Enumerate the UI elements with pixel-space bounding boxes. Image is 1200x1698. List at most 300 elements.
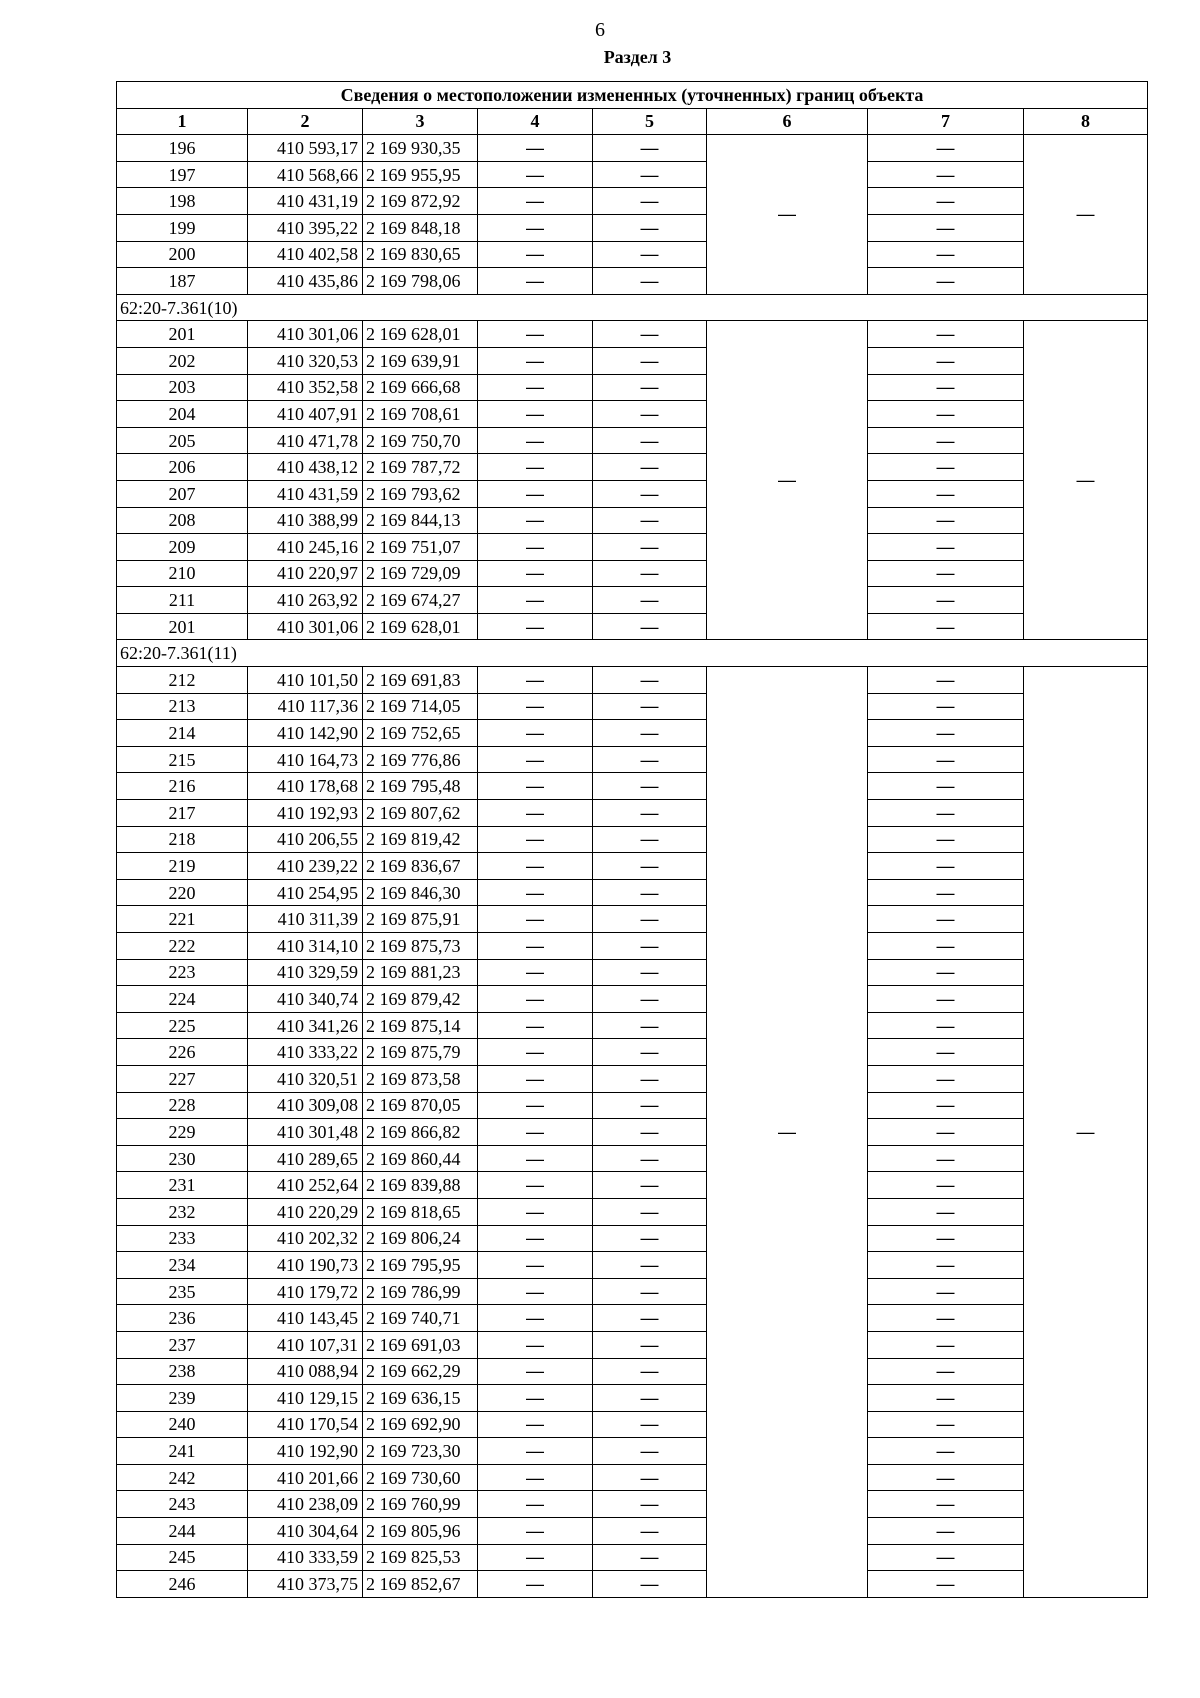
table-row — [117, 906, 1148, 933]
y-coordinate-cell: 2 169 776,86 — [363, 746, 478, 773]
x-coordinate-cell: 410 388,99 — [248, 507, 363, 534]
y-coordinate-cell: 2 169 692,90 — [363, 1411, 478, 1438]
y-coordinate-cell: 2 169 787,72 — [363, 454, 478, 481]
x-coordinate-cell: 410 435,86 — [248, 268, 363, 295]
column-5-cell: — — [593, 1491, 707, 1518]
x-coordinate-cell: 410 107,31 — [248, 1331, 363, 1358]
point-number-cell: 215 — [117, 746, 248, 773]
column-4-cell: — — [478, 1039, 593, 1066]
column-4-cell: — — [478, 1464, 593, 1491]
column-4-cell: — — [478, 1252, 593, 1279]
table-row — [117, 1358, 1148, 1385]
point-number-cell: 244 — [117, 1518, 248, 1545]
y-coordinate-cell: 2 169 628,01 — [363, 613, 478, 640]
column-5-cell: — — [593, 613, 707, 640]
column-5-cell: — — [593, 241, 707, 268]
point-number-cell: 226 — [117, 1039, 248, 1066]
x-coordinate-cell: 410 568,66 — [248, 161, 363, 188]
y-coordinate-cell: 2 169 666,68 — [363, 374, 478, 401]
y-coordinate-cell: 2 169 662,29 — [363, 1358, 478, 1385]
point-number-cell: 239 — [117, 1385, 248, 1412]
point-number-cell: 231 — [117, 1172, 248, 1199]
point-number-cell: 201 — [117, 321, 248, 348]
y-coordinate-cell: 2 169 875,73 — [363, 933, 478, 960]
y-coordinate-cell: 2 169 873,58 — [363, 1065, 478, 1092]
table-row — [117, 1464, 1148, 1491]
column-4-cell: — — [478, 214, 593, 241]
column-6-merged-cell: — — [707, 321, 868, 640]
x-coordinate-cell: 410 304,64 — [248, 1518, 363, 1545]
point-number-cell: 199 — [117, 214, 248, 241]
column-5-cell: — — [593, 879, 707, 906]
column-4-cell: — — [478, 1225, 593, 1252]
y-coordinate-cell: 2 169 760,99 — [363, 1491, 478, 1518]
y-coordinate-cell: 2 169 852,67 — [363, 1571, 478, 1598]
table-row — [117, 1305, 1148, 1332]
table-row — [117, 1571, 1148, 1598]
x-coordinate-cell: 410 329,59 — [248, 959, 363, 986]
y-coordinate-cell: 2 169 639,91 — [363, 347, 478, 374]
column-4-cell: — — [478, 347, 593, 374]
y-coordinate-cell: 2 169 691,83 — [363, 667, 478, 694]
table-row — [117, 1145, 1148, 1172]
column-7-cell: — — [868, 1464, 1024, 1491]
point-number-cell: 237 — [117, 1331, 248, 1358]
point-number-cell: 213 — [117, 693, 248, 720]
column-4-cell: — — [478, 374, 593, 401]
y-coordinate-cell: 2 169 839,88 — [363, 1172, 478, 1199]
point-number-cell: 197 — [117, 161, 248, 188]
column-4-cell: — — [478, 241, 593, 268]
y-coordinate-cell: 2 169 879,42 — [363, 986, 478, 1013]
column-4-cell: — — [478, 188, 593, 215]
point-number-cell: 223 — [117, 959, 248, 986]
x-coordinate-cell: 410 170,54 — [248, 1411, 363, 1438]
point-number-cell: 225 — [117, 1012, 248, 1039]
column-7-cell: — — [868, 1278, 1024, 1305]
column-4-cell: — — [478, 1385, 593, 1412]
table-row — [117, 1385, 1148, 1412]
y-coordinate-cell: 2 169 750,70 — [363, 427, 478, 454]
column-5-cell: — — [593, 1544, 707, 1571]
y-coordinate-cell: 2 169 786,99 — [363, 1278, 478, 1305]
column-7-cell: — — [868, 241, 1024, 268]
y-coordinate-cell: 2 169 830,65 — [363, 241, 478, 268]
x-coordinate-cell: 410 263,92 — [248, 587, 363, 614]
column-4-cell: — — [478, 1491, 593, 1518]
column-7-cell: — — [868, 587, 1024, 614]
x-coordinate-cell: 410 178,68 — [248, 773, 363, 800]
y-coordinate-cell: 2 169 691,03 — [363, 1331, 478, 1358]
column-number-row — [117, 108, 1148, 135]
column-4-cell: — — [478, 720, 593, 747]
y-coordinate-cell: 2 169 846,30 — [363, 879, 478, 906]
column-4-cell: — — [478, 1278, 593, 1305]
x-coordinate-cell: 410 220,29 — [248, 1198, 363, 1225]
column-6-merged-cell: — — [707, 667, 868, 1598]
column-5-cell: — — [593, 161, 707, 188]
column-7-cell: — — [868, 1331, 1024, 1358]
column-4-cell: — — [478, 480, 593, 507]
column-7-cell: — — [868, 1145, 1024, 1172]
column-5-cell: — — [593, 188, 707, 215]
y-coordinate-cell: 2 169 818,65 — [363, 1198, 478, 1225]
column-8-merged-cell: — — [1024, 667, 1148, 1598]
column-4-cell: — — [478, 1571, 593, 1598]
table-caption: Сведения о местоположении измененных (уточненных) границ объекта — [117, 82, 1148, 109]
table-row — [117, 321, 1148, 348]
table-row — [117, 613, 1148, 640]
column-4-cell: — — [478, 507, 593, 534]
column-4-cell: — — [478, 454, 593, 481]
x-coordinate-cell: 410 340,74 — [248, 986, 363, 1013]
y-coordinate-cell: 2 169 751,07 — [363, 534, 478, 561]
table-row — [117, 1012, 1148, 1039]
column-5-cell: — — [593, 1571, 707, 1598]
column-4-cell: — — [478, 560, 593, 587]
column-7-cell: — — [868, 1491, 1024, 1518]
point-number-cell: 211 — [117, 587, 248, 614]
table-row — [117, 427, 1148, 454]
y-coordinate-cell: 2 169 844,13 — [363, 507, 478, 534]
column-7-cell: — — [868, 321, 1024, 348]
point-number-cell: 228 — [117, 1092, 248, 1119]
column-7-cell: — — [868, 560, 1024, 587]
table-row — [117, 1172, 1148, 1199]
column-5-cell: — — [593, 1331, 707, 1358]
column-4-cell: — — [478, 1438, 593, 1465]
table-row — [117, 1438, 1148, 1465]
point-number-cell: 212 — [117, 667, 248, 694]
contour-group-row — [117, 294, 1148, 321]
table-row — [117, 1119, 1148, 1146]
point-number-cell: 205 — [117, 427, 248, 454]
y-coordinate-cell: 2 169 729,09 — [363, 560, 478, 587]
column-4-cell: — — [478, 1012, 593, 1039]
column-5-cell: — — [593, 1012, 707, 1039]
y-coordinate-cell: 2 169 875,91 — [363, 906, 478, 933]
table-row — [117, 1411, 1148, 1438]
point-number-cell: 236 — [117, 1305, 248, 1332]
point-number-cell: 214 — [117, 720, 248, 747]
point-number-cell: 222 — [117, 933, 248, 960]
column-5-cell: — — [593, 1119, 707, 1146]
point-number-cell: 207 — [117, 480, 248, 507]
x-coordinate-cell: 410 309,08 — [248, 1092, 363, 1119]
column-7-cell: — — [868, 959, 1024, 986]
column-7-cell: — — [868, 667, 1024, 694]
column-5-cell: — — [593, 1092, 707, 1119]
column-4-cell: — — [478, 427, 593, 454]
table-row — [117, 693, 1148, 720]
column-5-cell: — — [593, 826, 707, 853]
column-4-cell: — — [478, 1518, 593, 1545]
column-4-cell: — — [478, 746, 593, 773]
y-coordinate-cell: 2 169 930,35 — [363, 135, 478, 162]
y-coordinate-cell: 2 169 848,18 — [363, 214, 478, 241]
column-7-cell: — — [868, 188, 1024, 215]
column-7-cell: — — [868, 933, 1024, 960]
column-4-cell: — — [478, 161, 593, 188]
x-coordinate-cell: 410 220,97 — [248, 560, 363, 587]
point-number-cell: 245 — [117, 1544, 248, 1571]
column-7-cell: — — [868, 1092, 1024, 1119]
table-row — [117, 853, 1148, 880]
column-7-cell: — — [868, 1518, 1024, 1545]
y-coordinate-cell: 2 169 723,30 — [363, 1438, 478, 1465]
column-4-cell: — — [478, 1145, 593, 1172]
column-header: 3 — [363, 108, 478, 135]
column-5-cell: — — [593, 480, 707, 507]
column-4-cell: — — [478, 773, 593, 800]
column-7-cell: — — [868, 214, 1024, 241]
y-coordinate-cell: 2 169 807,62 — [363, 800, 478, 827]
boundary-coordinates-table — [116, 81, 1148, 1598]
contour-label: 62:20-7.361(11) — [117, 640, 1148, 667]
column-4-cell: — — [478, 321, 593, 348]
column-5-cell: — — [593, 454, 707, 481]
point-number-cell: 210 — [117, 560, 248, 587]
column-5-cell: — — [593, 1278, 707, 1305]
x-coordinate-cell: 410 341,26 — [248, 1012, 363, 1039]
column-7-cell: — — [868, 454, 1024, 481]
column-7-cell: — — [868, 1358, 1024, 1385]
table-row — [117, 161, 1148, 188]
column-5-cell: — — [593, 906, 707, 933]
x-coordinate-cell: 410 333,22 — [248, 1039, 363, 1066]
page-number: 6 — [595, 19, 605, 41]
point-number-cell: 234 — [117, 1252, 248, 1279]
column-5-cell: — — [593, 773, 707, 800]
column-5-cell: — — [593, 507, 707, 534]
column-7-cell: — — [868, 1012, 1024, 1039]
column-7-cell: — — [868, 693, 1024, 720]
column-5-cell: — — [593, 1039, 707, 1066]
x-coordinate-cell: 410 593,17 — [248, 135, 363, 162]
x-coordinate-cell: 410 238,09 — [248, 1491, 363, 1518]
y-coordinate-cell: 2 169 793,62 — [363, 480, 478, 507]
point-number-cell: 219 — [117, 853, 248, 880]
table-row — [117, 1065, 1148, 1092]
column-4-cell: — — [478, 1065, 593, 1092]
column-7-cell: — — [868, 507, 1024, 534]
x-coordinate-cell: 410 117,36 — [248, 693, 363, 720]
column-4-cell: — — [478, 1544, 593, 1571]
column-4-cell: — — [478, 534, 593, 561]
column-5-cell: — — [593, 720, 707, 747]
column-4-cell: — — [478, 667, 593, 694]
column-7-cell: — — [868, 1252, 1024, 1279]
point-number-cell: 233 — [117, 1225, 248, 1252]
point-number-cell: 243 — [117, 1491, 248, 1518]
x-coordinate-cell: 410 088,94 — [248, 1358, 363, 1385]
x-coordinate-cell: 410 431,19 — [248, 188, 363, 215]
column-5-cell: — — [593, 986, 707, 1013]
x-coordinate-cell: 410 239,22 — [248, 853, 363, 880]
column-4-cell: — — [478, 1305, 593, 1332]
table-row — [117, 933, 1148, 960]
column-5-cell: — — [593, 1411, 707, 1438]
x-coordinate-cell: 410 301,48 — [248, 1119, 363, 1146]
table-row — [117, 879, 1148, 906]
column-7-cell: — — [868, 374, 1024, 401]
y-coordinate-cell: 2 169 872,92 — [363, 188, 478, 215]
x-coordinate-cell: 410 129,15 — [248, 1385, 363, 1412]
column-7-cell: — — [868, 1544, 1024, 1571]
column-header: 8 — [1024, 108, 1148, 135]
column-5-cell: — — [593, 347, 707, 374]
point-number-cell: 242 — [117, 1464, 248, 1491]
column-4-cell: — — [478, 1092, 593, 1119]
table-row — [117, 587, 1148, 614]
y-coordinate-cell: 2 169 674,27 — [363, 587, 478, 614]
column-7-cell: — — [868, 1385, 1024, 1412]
column-5-cell: — — [593, 268, 707, 295]
column-5-cell: — — [593, 1172, 707, 1199]
table-row — [117, 268, 1148, 295]
column-7-cell: — — [868, 1065, 1024, 1092]
y-coordinate-cell: 2 169 881,23 — [363, 959, 478, 986]
column-5-cell: — — [593, 1305, 707, 1332]
point-number-cell: 235 — [117, 1278, 248, 1305]
x-coordinate-cell: 410 101,50 — [248, 667, 363, 694]
y-coordinate-cell: 2 169 752,65 — [363, 720, 478, 747]
column-7-cell: — — [868, 800, 1024, 827]
x-coordinate-cell: 410 301,06 — [248, 321, 363, 348]
y-coordinate-cell: 2 169 870,05 — [363, 1092, 478, 1119]
x-coordinate-cell: 410 314,10 — [248, 933, 363, 960]
column-7-cell: — — [868, 401, 1024, 428]
column-7-cell: — — [868, 1305, 1024, 1332]
point-number-cell: 206 — [117, 454, 248, 481]
column-4-cell: — — [478, 1358, 593, 1385]
column-7-cell: — — [868, 613, 1024, 640]
column-header: 5 — [593, 108, 707, 135]
column-5-cell: — — [593, 1252, 707, 1279]
column-7-cell: — — [868, 1172, 1024, 1199]
y-coordinate-cell: 2 169 836,67 — [363, 853, 478, 880]
y-coordinate-cell: 2 169 795,48 — [363, 773, 478, 800]
column-4-cell: — — [478, 800, 593, 827]
column-header: 2 — [248, 108, 363, 135]
point-number-cell: 227 — [117, 1065, 248, 1092]
column-5-cell: — — [593, 959, 707, 986]
table-row — [117, 826, 1148, 853]
point-number-cell: 230 — [117, 1145, 248, 1172]
x-coordinate-cell: 410 402,58 — [248, 241, 363, 268]
column-7-cell: — — [868, 986, 1024, 1013]
table-row — [117, 347, 1148, 374]
x-coordinate-cell: 410 407,91 — [248, 401, 363, 428]
point-number-cell: 240 — [117, 1411, 248, 1438]
point-number-cell: 203 — [117, 374, 248, 401]
y-coordinate-cell: 2 169 825,53 — [363, 1544, 478, 1571]
point-number-cell: 196 — [117, 135, 248, 162]
table-row — [117, 1092, 1148, 1119]
column-4-cell: — — [478, 401, 593, 428]
column-5-cell: — — [593, 1464, 707, 1491]
column-5-cell: — — [593, 135, 707, 162]
x-coordinate-cell: 410 164,73 — [248, 746, 363, 773]
column-5-cell: — — [593, 1438, 707, 1465]
contour-group-row — [117, 640, 1148, 667]
column-7-cell: — — [868, 135, 1024, 162]
point-number-cell: 218 — [117, 826, 248, 853]
point-number-cell: 224 — [117, 986, 248, 1013]
table-row — [117, 1544, 1148, 1571]
x-coordinate-cell: 410 301,06 — [248, 613, 363, 640]
point-number-cell: 220 — [117, 879, 248, 906]
column-7-cell: — — [868, 746, 1024, 773]
column-4-cell: — — [478, 906, 593, 933]
x-coordinate-cell: 410 192,90 — [248, 1438, 363, 1465]
column-5-cell: — — [593, 800, 707, 827]
column-5-cell: — — [593, 427, 707, 454]
point-number-cell: 204 — [117, 401, 248, 428]
x-coordinate-cell: 410 143,45 — [248, 1305, 363, 1332]
column-4-cell: — — [478, 1411, 593, 1438]
x-coordinate-cell: 410 395,22 — [248, 214, 363, 241]
table-row — [117, 720, 1148, 747]
x-coordinate-cell: 410 373,75 — [248, 1571, 363, 1598]
table-row — [117, 667, 1148, 694]
x-coordinate-cell: 410 471,78 — [248, 427, 363, 454]
column-7-cell: — — [868, 720, 1024, 747]
y-coordinate-cell: 2 169 798,06 — [363, 268, 478, 295]
column-7-cell: — — [868, 1119, 1024, 1146]
x-coordinate-cell: 410 202,32 — [248, 1225, 363, 1252]
table-row — [117, 1225, 1148, 1252]
y-coordinate-cell: 2 169 714,05 — [363, 693, 478, 720]
column-4-cell: — — [478, 879, 593, 906]
y-coordinate-cell: 2 169 795,95 — [363, 1252, 478, 1279]
column-header: 7 — [868, 108, 1024, 135]
table-row — [117, 1491, 1148, 1518]
table-row — [117, 560, 1148, 587]
table-row — [117, 454, 1148, 481]
x-coordinate-cell: 410 311,39 — [248, 906, 363, 933]
column-4-cell: — — [478, 268, 593, 295]
column-5-cell: — — [593, 933, 707, 960]
column-4-cell: — — [478, 613, 593, 640]
y-coordinate-cell: 2 169 806,24 — [363, 1225, 478, 1252]
column-7-cell: — — [868, 1198, 1024, 1225]
column-4-cell: — — [478, 587, 593, 614]
point-number-cell: 201 — [117, 613, 248, 640]
contour-label: 62:20-7.361(10) — [117, 294, 1148, 321]
y-coordinate-cell: 2 169 875,14 — [363, 1012, 478, 1039]
column-6-merged-cell: — — [707, 135, 868, 295]
table-row — [117, 1039, 1148, 1066]
column-5-cell: — — [593, 853, 707, 880]
column-4-cell: — — [478, 1172, 593, 1199]
column-header: 4 — [478, 108, 593, 135]
column-7-cell: — — [868, 1571, 1024, 1598]
column-header: 6 — [707, 108, 868, 135]
column-5-cell: — — [593, 560, 707, 587]
y-coordinate-cell: 2 169 866,82 — [363, 1119, 478, 1146]
column-7-cell: — — [868, 1225, 1024, 1252]
point-number-cell: 200 — [117, 241, 248, 268]
table-row — [117, 534, 1148, 561]
y-coordinate-cell: 2 169 860,44 — [363, 1145, 478, 1172]
table-row — [117, 480, 1148, 507]
x-coordinate-cell: 410 289,65 — [248, 1145, 363, 1172]
table-row — [117, 1331, 1148, 1358]
x-coordinate-cell: 410 320,51 — [248, 1065, 363, 1092]
column-7-cell: — — [868, 534, 1024, 561]
point-number-cell: 221 — [117, 906, 248, 933]
